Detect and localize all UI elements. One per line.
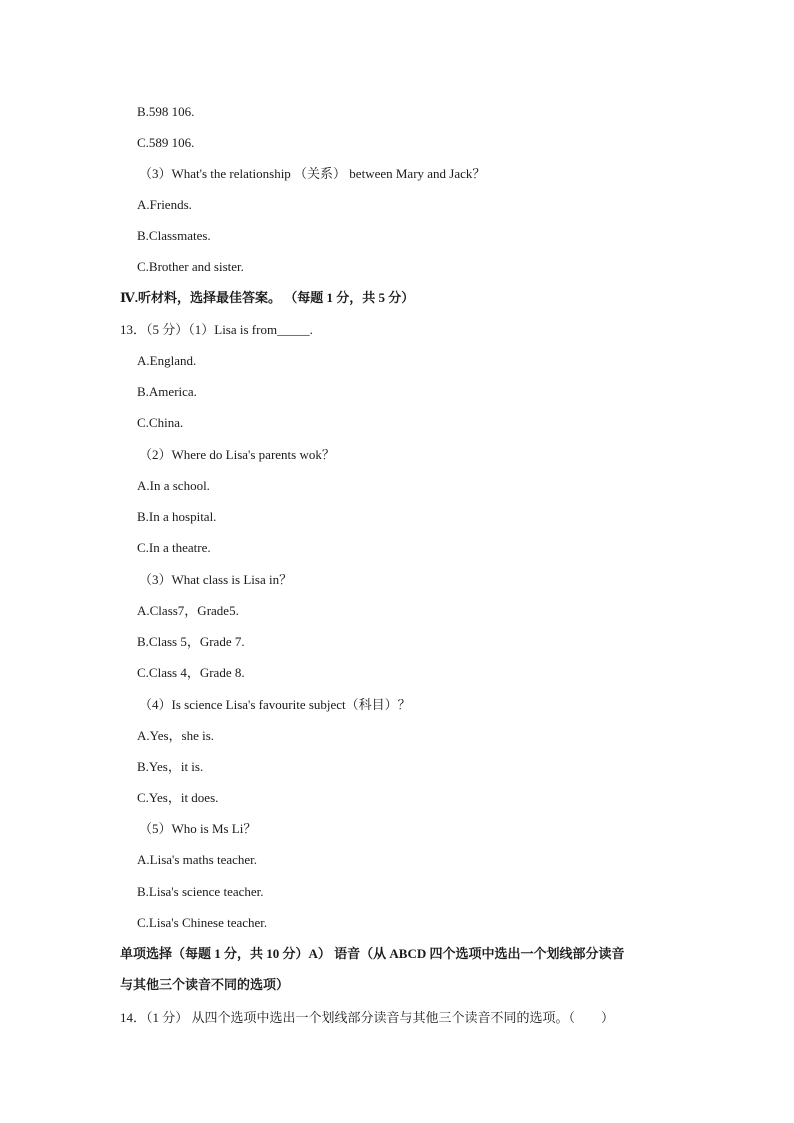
- option-c-yes-it-does: C.Yes，it does.: [137, 790, 219, 805]
- option-a-friends: A.Friends.: [137, 197, 192, 212]
- option-b-598: B.598 106.: [137, 104, 195, 119]
- option-b-classmates: B.Classmates.: [137, 228, 211, 243]
- option-b-yes-it-is: B.Yes，it is.: [137, 759, 204, 774]
- option-b-hospital: B.In a hospital.: [137, 509, 217, 524]
- option-c-class4: C.Class 4，Grade 8.: [137, 665, 245, 680]
- option-c-chinese-teacher: C.Lisa's Chinese teacher.: [137, 915, 268, 930]
- option-b-science-teacher: B.Lisa's science teacher.: [137, 884, 264, 899]
- section-iv-heading: Ⅳ.听材料，选择最佳答案。 （每题 1 分，共 5 分）: [120, 290, 415, 305]
- section-single-choice-heading: 单项选择（每题 1 分，共 10 分）A） 语音（从 ABCD 四个选项中选出一个划线部分读音: [120, 946, 625, 961]
- question-13-2: （2）Where do Lisa's parents wok？: [139, 447, 335, 462]
- option-b-america: B.America.: [137, 384, 197, 399]
- option-a-class7: A.Class7，Grade5.: [137, 603, 239, 618]
- section-single-choice-heading-cont: 与其他三个读音不同的选项）: [120, 977, 290, 992]
- option-a-maths-teacher: A.Lisa's maths teacher.: [137, 852, 258, 867]
- option-a-yes-she-is: A.Yes，she is.: [137, 728, 215, 743]
- option-c-china: C.China.: [137, 415, 184, 430]
- option-a-school: A.In a school.: [137, 478, 210, 493]
- question-relationship: （3）What's the relationship （关系） between Mary and Jack？: [139, 166, 486, 181]
- question-13-4: （4）Is science Lisa's favourite subject（科目）？: [139, 697, 411, 712]
- option-c-theatre: C.In a theatre.: [137, 540, 211, 555]
- question-13-5: （5）Who is Ms Li？: [139, 821, 257, 836]
- option-c-589: C.589 106.: [137, 135, 195, 150]
- question-13-3: （3）What class is Lisa in？: [139, 572, 293, 587]
- option-b-class5: B.Class 5，Grade 7.: [137, 634, 245, 649]
- question-14: 14．（1 分） 从四个选项中选出一个划线部分读音与其他三个读音不同的选项。（ ）: [120, 1010, 615, 1025]
- option-a-england: A.England.: [137, 353, 197, 368]
- option-c-brother-sister: C.Brother and sister.: [137, 259, 244, 274]
- question-13: 13．（5 分）（1）Lisa is from_____.: [120, 322, 313, 337]
